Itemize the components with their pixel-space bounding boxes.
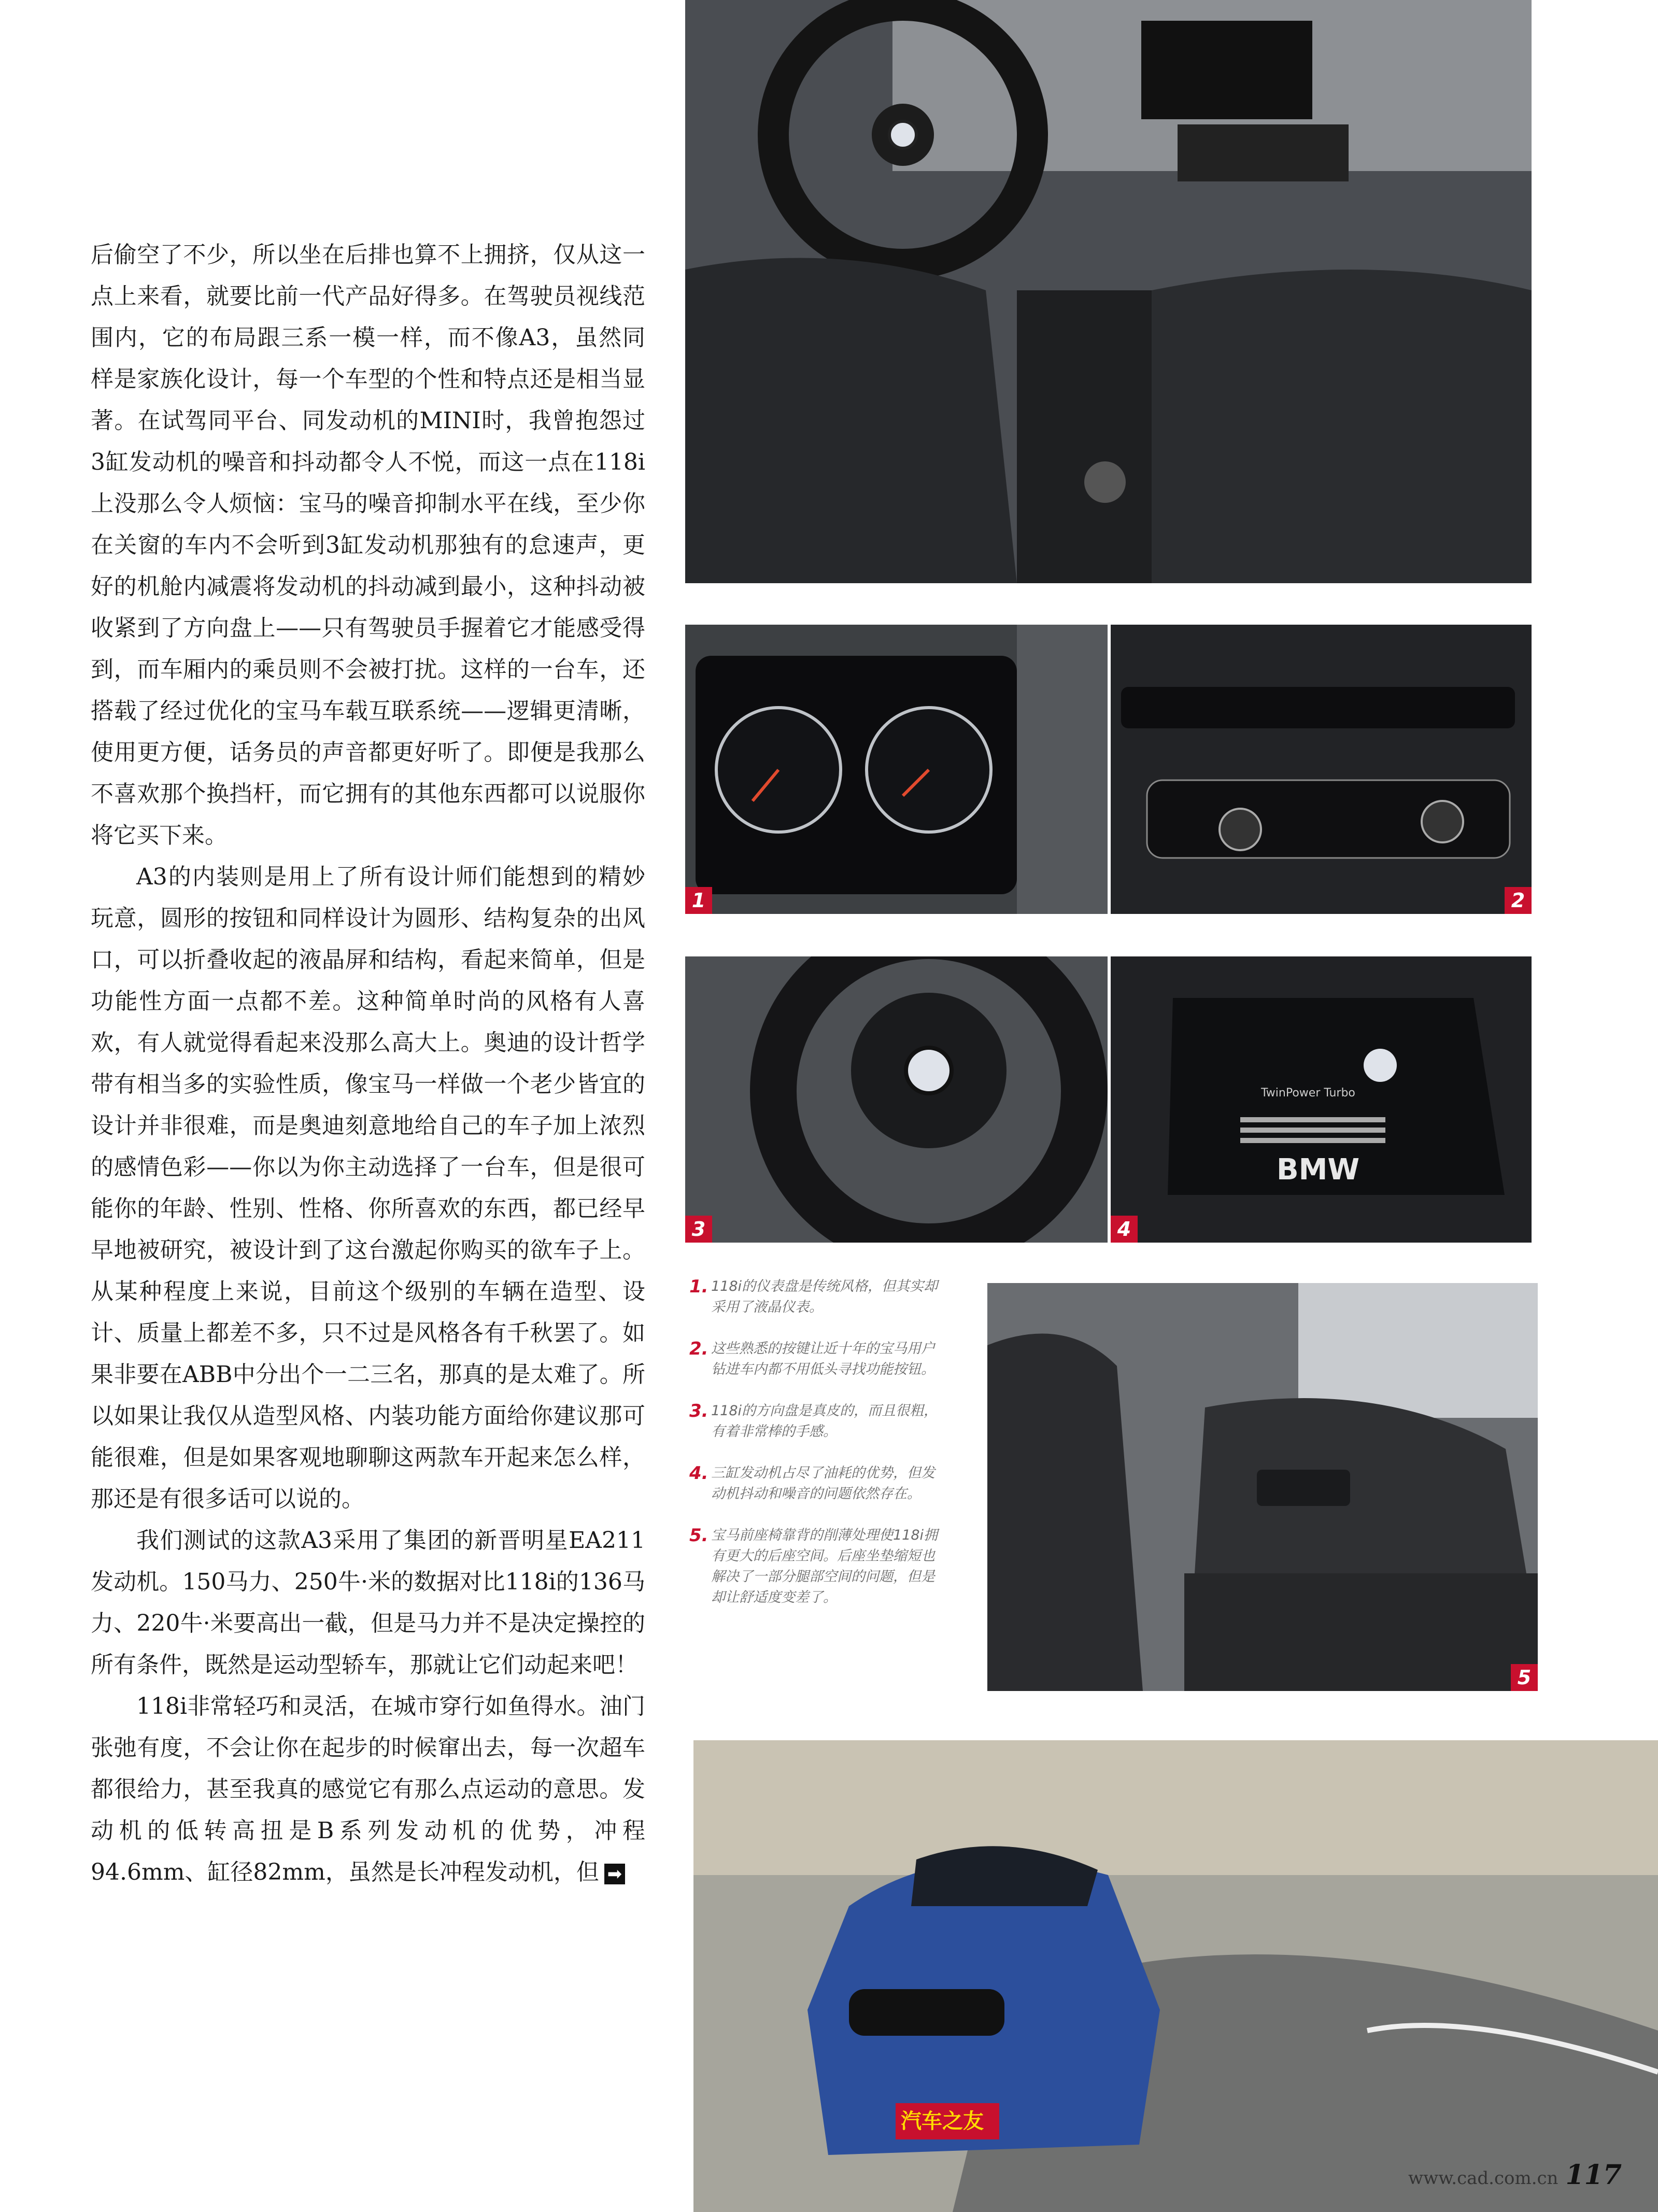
interior-photo	[685, 0, 1532, 583]
caption-number: 3.	[689, 1401, 708, 1421]
photo-badge-5: 5	[1511, 1664, 1538, 1691]
footer-url: www.cad.com.cn	[1408, 2168, 1558, 2189]
page-number: 117	[1565, 2159, 1622, 2191]
car-driving-photo	[693, 1740, 1658, 2212]
photo-badge-1: 1	[685, 887, 712, 914]
engine-cover-brand: BMW	[1277, 1153, 1360, 1187]
paragraph: 我们测试的这款A3采用了集团的新晋明星EA211发动机。150马力、250牛·米的数据对比118i的136马力、220牛·米要高出一截，但是马力并不是决定操控的所有条件，既然是运动型轿车，那就让它们动起来吧！	[91, 1527, 645, 1678]
arrow-right-icon: ➡	[604, 1864, 625, 1884]
caption-item	[689, 1401, 948, 1442]
engine-photo-art	[1111, 956, 1532, 1243]
photo-captions	[689, 1276, 948, 1629]
caption-number: 1.	[689, 1276, 708, 1297]
caption-item	[689, 1463, 948, 1504]
engine-cover-label: TwinPower Turbo	[1261, 1087, 1355, 1100]
caption-number: 4.	[689, 1463, 708, 1484]
caption-number: 2.	[689, 1339, 708, 1359]
paragraph: A3的内装则是用上了所有设计师们能想到的精妙玩意，圆形的按钮和同样设计为圆形、结构复杂的出风口，可以折叠收起的液晶屏和结构，看起来简单，但是功能性方面一点都不差。这种简单时尚的风格有人喜欢，有人就觉得看起来没那么高大上。奥迪的设计哲学带有相当多的实验性质，像宝马一样做一个老少皆宜的设计并非很难，而是奥迪刻意地给自己的车子加上浓烈的感情色彩——你以为你主动选择了一台车，但是很可能你的年龄、性别、性格、你所喜欢的东西，都已经早早地被研究，被设计到了这台激起你购买的欲车子上。从某种程度上来说，目前这个级别的车辆在造型、设计、质量上都差不多，只不过是风格各有千秋罢了。如果非要在ABB中分出个一二三名，那真的是太难了。所以如果让我仅从造型风格、内装功能方面给你建议那可能很难，但是如果客观地聊聊这两款车开起来怎么样，那还是有很多话可以说的。	[91, 864, 645, 1512]
paragraph-text: 118i非常轻巧和灵活，在城市穿行如鱼得水。油门张弛有度，不会让你在起步的时候窜出去，每一次超车都很给力，甚至我真的感觉它有那么点运动的意思。发动机的低转高扭是B系列发动机的优势，冲程94.6mm、缸径82mm，虽然是长冲程发动机，但	[91, 1693, 645, 1885]
cluster-photo-art	[685, 625, 1108, 914]
article-body	[91, 234, 645, 1893]
caption-text: 118i的方向盘是真皮的，而且很粗，有着非常棒的手感。	[711, 1403, 938, 1440]
photo-badge-2: 2	[1505, 887, 1532, 914]
caption-text: 118i的仪表盘是传统风格，但其实却采用了液晶仪表。	[711, 1278, 938, 1315]
caption-text: 三缸发动机占尽了油耗的优势，但发动机抖动和噪音的问题依然存在。	[711, 1465, 935, 1502]
caption-item	[689, 1339, 948, 1380]
steering-wheel-photo-art	[685, 956, 1108, 1243]
paragraph: 后偷空了不少，所以坐在后排也算不上拥挤，仅从这一点上来看，就要比前一代产品好得多。在驾驶员视线范围内，它的布局跟三系一模一样，而不像A3，虽然同样是家族化设计，每一个车型的个性和特点还是相当显著。在试驾同平台、同发动机的MINI时，我曾抱怨过3缸发动机的噪音和抖动都令人不悦，而这一点在118i上没那么令人烦恼：宝马的噪音抑制水平在线，至少你在关窗的车内不会听到3缸发动机那独有的怠速声，更好的机舱内减震将发动机的抖动减到最小，这种抖动被收紧到了方向盘上——只有驾驶员手握着它才能感受得到，而车厢内的乘员则不会被打扰。这样的一台车，还搭载了经过优化的宝马车载互联系统——逻辑更清晰，使用更方便，话务员的声音都更好听了。即便是我那么不喜欢那个换挡杆，而它拥有的其他东西都可以说服你将它买下来。	[91, 242, 645, 849]
controls-photo-art	[1111, 625, 1532, 914]
engine-photo	[1111, 956, 1532, 1243]
license-plate-text: 汽车之友	[901, 2109, 984, 2133]
caption-item	[689, 1276, 948, 1318]
cluster-photo	[685, 625, 1108, 914]
page-footer	[1408, 2159, 1622, 2191]
photo-badge-3: 3	[685, 1216, 712, 1243]
rear-seat-photo-art	[987, 1283, 1538, 1691]
controls-photo	[1111, 625, 1532, 914]
interior-photo-art	[685, 0, 1532, 583]
caption-text: 这些熟悉的按键让近十年的宝马用户钻进车内都不用低头寻找功能按钮。	[711, 1341, 935, 1377]
paragraph-last	[91, 1686, 645, 1893]
caption-text: 宝马前座椅靠背的削薄处理使118i拥有更大的后座空间。后座坐垫缩短也解决了一部分腿部空间的问题，但是却让舒适度变差了。	[711, 1527, 938, 1605]
car-driving-photo-art	[693, 1740, 1658, 2212]
steering-wheel-photo	[685, 956, 1108, 1243]
rear-seat-photo	[987, 1283, 1538, 1691]
caption-number: 5.	[689, 1525, 708, 1546]
caption-item	[689, 1525, 948, 1608]
photo-badge-4: 4	[1111, 1216, 1138, 1243]
